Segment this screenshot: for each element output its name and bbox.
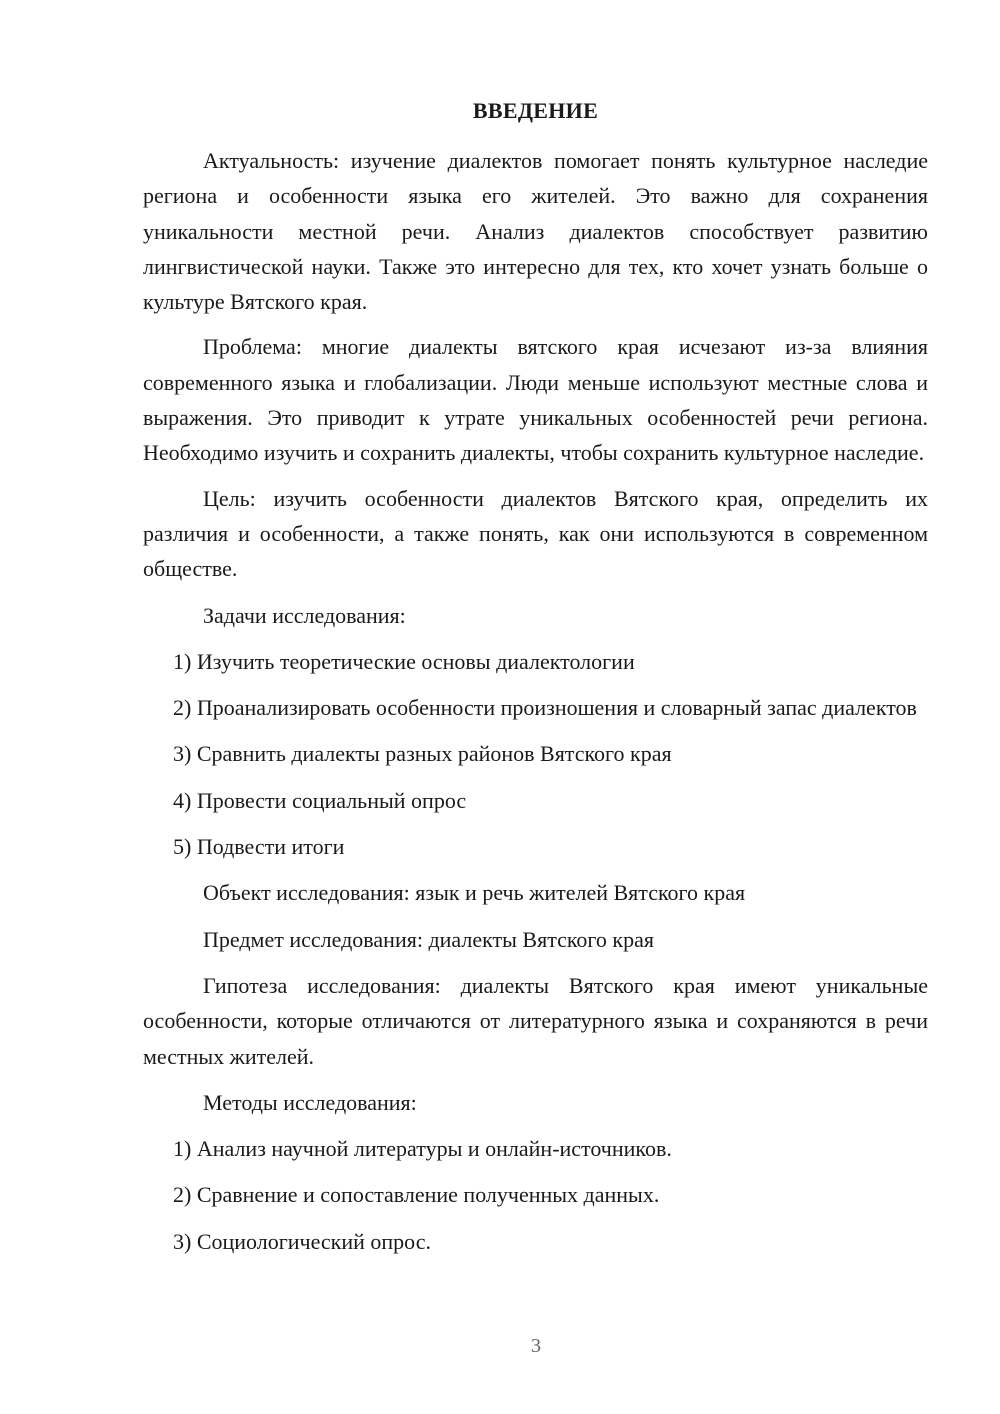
task-item: 3) Сравнить диалекты разных районов Вятского края <box>173 741 672 767</box>
tasks-heading: Задачи исследования: <box>203 602 406 628</box>
relevance-paragraph: Актуальность: изучение диалектов помогает понять культурное наследие региона и особенности языка его жителей. Это важно для сохранения уникальности местной речи. Анализ диалектов способствует развитию лингвистической науки. Также это интересно для тех, кто хочет узнать больше о культуре Вятского края. <box>143 148 928 315</box>
method-item: 2) Сравнение и сопоставление полученных данных. <box>173 1182 660 1208</box>
method-item: 3) Социологический опрос. <box>173 1228 431 1254</box>
task-item: 5) Подвести итоги <box>173 834 345 860</box>
problem-paragraph: Проблема: многие диалекты вятского края исчезают из-за влияния современного языка и глобализации. Люди меньше используют местные слова и выражения. Это приводит к утрате уникальных особенностей речи региона. Необходимо изучить и сохранить диалекты, чтобы сохранить культурное наследие. <box>143 334 928 466</box>
page-number: 3 <box>531 1335 541 1357</box>
hypothesis-paragraph: Гипотеза исследования: диалекты Вятского края имеют уникальные особенности, которые отличаются от литературного языка и сохраняются в речи местных жителей. <box>143 972 928 1069</box>
object-paragraph: Объект исследования: язык и речь жителей Вятского края <box>203 880 746 906</box>
method-item: 1) Анализ научной литературы и онлайн-источников. <box>173 1136 672 1162</box>
document-body <box>143 143 928 1259</box>
page-title: ВВЕДЕНИЕ <box>472 98 599 123</box>
methods-heading: Методы исследования: <box>203 1089 417 1115</box>
task-item: 1) Изучить теоретические основы диалектологии <box>173 648 635 674</box>
task-item: 2) Проанализировать особенности произношения и словарный запас диалектов <box>173 695 917 721</box>
goal-paragraph: Цель: изучить особенности диалектов Вятского края, определить их различия и особенности, а также понять, как они используются в современном обществе. <box>143 485 928 582</box>
task-item: 4) Провести социальный опрос <box>173 787 467 813</box>
subject-paragraph: Предмет исследования: диалекты Вятского края <box>203 926 654 952</box>
